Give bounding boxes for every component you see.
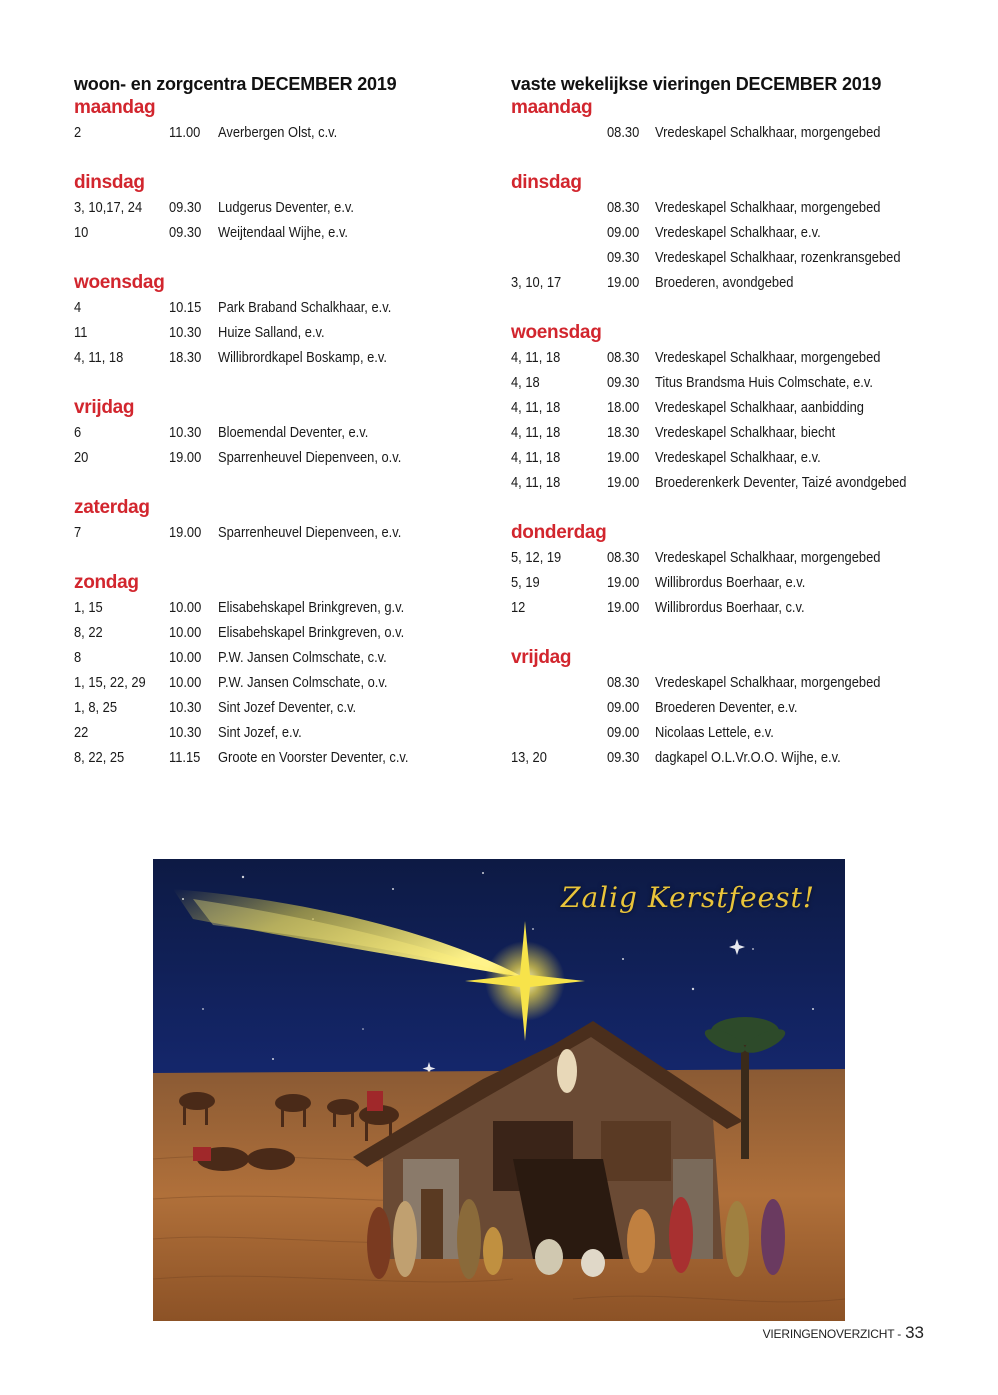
service-time-text: 08.30 <box>607 124 640 141</box>
service-dates <box>74 220 169 245</box>
service-time <box>607 570 655 595</box>
service-dates <box>74 745 169 770</box>
schedule-row <box>511 445 951 470</box>
service-dates-text: 1, 15, 22, 29 <box>74 674 146 691</box>
service-dates-text: 22 <box>74 724 89 741</box>
schedule-row <box>511 720 951 745</box>
service-dates-text: 10 <box>74 224 89 241</box>
service-time <box>607 545 655 570</box>
schedule-row <box>511 395 951 420</box>
service-dates <box>74 645 169 670</box>
service-time <box>169 670 218 695</box>
service-dates <box>74 620 169 645</box>
day-heading: maandag <box>74 97 156 118</box>
service-location <box>218 120 474 145</box>
service-location-text: Vredeskapel Schalkhaar, morgengebed <box>655 549 881 566</box>
service-time-text: 19.00 <box>607 599 640 616</box>
service-location <box>655 545 951 570</box>
service-dates-text: 4, 11, 18 <box>74 349 124 366</box>
service-location-text: Vredeskapel Schalkhaar, rozenkransgebed <box>655 249 901 266</box>
service-time-text: 19.00 <box>607 274 640 291</box>
service-time-text: 08.30 <box>607 549 640 566</box>
service-dates <box>511 745 607 770</box>
service-time <box>169 220 218 245</box>
service-location-text: Vredeskapel Schalkhaar, biecht <box>655 424 836 441</box>
service-location <box>655 395 951 420</box>
schedule-row <box>511 695 951 720</box>
service-location <box>218 695 474 720</box>
service-time <box>607 670 655 695</box>
service-dates <box>74 595 169 620</box>
service-location <box>655 670 951 695</box>
service-dates <box>511 420 607 445</box>
section-name: VIERINGENOVERZICHT - <box>762 1327 902 1341</box>
service-location-text: Willibrordus Boerhaar, e.v. <box>655 574 806 591</box>
service-time-text: 09.00 <box>607 699 640 716</box>
service-time-text: 09.30 <box>169 199 202 216</box>
service-location-text: Sparrenheuvel Diepenveen, o.v. <box>218 449 402 466</box>
service-time-text: 10.30 <box>169 324 202 341</box>
service-dates <box>511 195 607 220</box>
day-heading: woensdag <box>511 322 602 343</box>
schedule-row <box>74 220 474 245</box>
service-dates <box>511 395 607 420</box>
service-location-text: Vredeskapel Schalkhaar, morgengebed <box>655 199 881 216</box>
service-dates <box>74 295 169 320</box>
service-location-text: Bloemendal Deventer, e.v. <box>218 424 369 441</box>
service-location <box>655 345 951 370</box>
service-dates <box>511 445 607 470</box>
service-dates <box>511 695 607 720</box>
service-dates-text: 4, 11, 18 <box>511 424 561 441</box>
service-time-text: 08.30 <box>607 349 640 366</box>
page-footer <box>763 1323 924 1343</box>
service-time-text: 18.30 <box>169 349 202 366</box>
service-time <box>607 120 655 145</box>
schedule-row <box>511 120 951 145</box>
service-location-text: dagkapel O.L.Vr.O.O. Wijhe, e.v. <box>655 749 841 766</box>
service-dates-text: 6 <box>74 424 82 441</box>
service-dates <box>511 570 607 595</box>
service-time <box>169 695 218 720</box>
service-dates-text: 8, 22 <box>74 624 103 641</box>
service-dates <box>74 195 169 220</box>
service-time <box>607 245 655 270</box>
schedule-row <box>511 195 951 220</box>
service-dates <box>74 120 169 145</box>
service-time <box>169 120 218 145</box>
service-time <box>607 720 655 745</box>
service-time-text: 10.00 <box>169 624 202 641</box>
service-time <box>607 395 655 420</box>
schedule-row <box>511 220 951 245</box>
service-time-text: 10.00 <box>169 674 202 691</box>
service-dates-text: 5, 19 <box>511 574 540 591</box>
service-time-text: 11.15 <box>169 749 201 766</box>
left-column-title: woon- en zorgcentra DECEMBER 2019 <box>74 74 397 94</box>
service-dates <box>74 445 169 470</box>
service-location <box>655 570 951 595</box>
service-location <box>655 120 951 145</box>
service-dates-text: 8 <box>74 649 82 666</box>
service-dates <box>511 270 607 295</box>
page-number: 33 <box>905 1323 924 1342</box>
service-time-text: 09.30 <box>169 224 202 241</box>
service-location-text: Vredeskapel Schalkhaar, aanbidding <box>655 399 864 416</box>
day-heading: maandag <box>511 97 593 118</box>
service-location-text: Sparrenheuvel Diepenveen, e.v. <box>218 524 402 541</box>
schedule-row <box>74 745 474 770</box>
service-location-text: Broederen, avondgebed <box>655 274 794 291</box>
schedule-row <box>511 345 951 370</box>
right-column-title: vaste wekelijkse vieringen DECEMBER 2019 <box>511 74 882 94</box>
service-location-text: Vredeskapel Schalkhaar, e.v. <box>655 449 821 466</box>
schedule-row <box>511 595 951 620</box>
service-location-text: Sint Jozef, e.v. <box>218 724 302 741</box>
service-location-text: Broederen Deventer, e.v. <box>655 699 798 716</box>
service-time <box>607 745 655 770</box>
schedule-row <box>511 470 951 495</box>
service-dates-text: 12 <box>511 599 526 616</box>
schedule-row <box>74 595 474 620</box>
service-time <box>607 220 655 245</box>
schedule-row <box>511 545 951 570</box>
service-location-text: Park Braband Schalkhaar, e.v. <box>218 299 392 316</box>
service-location <box>218 620 474 645</box>
schedule-row <box>511 670 951 695</box>
schedule-row <box>74 320 474 345</box>
service-time <box>607 420 655 445</box>
service-dates-text: 4, 11, 18 <box>511 474 561 491</box>
schedule-row <box>74 345 474 370</box>
schedule-row <box>511 570 951 595</box>
service-location-text: Nicolaas Lettele, e.v. <box>655 724 774 741</box>
service-dates-text: 11 <box>74 324 88 341</box>
service-dates-text: 3, 10,17, 24 <box>74 199 143 216</box>
service-location <box>655 445 951 470</box>
service-location <box>655 370 951 395</box>
service-dates-text: 7 <box>74 524 82 541</box>
service-time-text: 09.30 <box>607 374 640 391</box>
service-dates <box>74 695 169 720</box>
service-time-text: 18.30 <box>607 424 640 441</box>
service-time-text: 19.00 <box>169 449 202 466</box>
service-dates <box>511 220 607 245</box>
service-dates <box>74 420 169 445</box>
service-dates-text: 4, 11, 18 <box>511 349 561 366</box>
service-location-text: Elisabehskapel Brinkgreven, g.v. <box>218 599 405 616</box>
service-time-text: 08.30 <box>607 674 640 691</box>
service-time <box>607 195 655 220</box>
service-time <box>607 345 655 370</box>
service-dates-text: 4 <box>74 299 82 316</box>
schedule-row <box>74 620 474 645</box>
service-time <box>169 520 218 545</box>
service-location-text: Huize Salland, e.v. <box>218 324 325 341</box>
day-heading: vrijdag <box>511 647 572 668</box>
service-time-text: 09.00 <box>607 724 640 741</box>
schedule-row <box>74 295 474 320</box>
service-time <box>169 195 218 220</box>
service-time <box>607 445 655 470</box>
schedule-row <box>511 370 951 395</box>
service-dates-text: 1, 15 <box>74 599 103 616</box>
schedule-row <box>74 420 474 445</box>
service-location-text: Vredeskapel Schalkhaar, morgengebed <box>655 124 881 141</box>
nativity-illustration <box>153 859 845 1321</box>
service-location <box>655 245 951 270</box>
service-time <box>169 445 218 470</box>
service-dates <box>511 245 607 270</box>
service-time <box>169 720 218 745</box>
service-location <box>655 745 951 770</box>
service-time-text: 11.00 <box>169 124 201 141</box>
left-schedule-column <box>74 72 474 770</box>
service-time-text: 09.00 <box>607 224 640 241</box>
service-location <box>655 420 951 445</box>
service-location <box>218 720 474 745</box>
service-time-text: 09.30 <box>607 249 640 266</box>
day-heading: dinsdag <box>511 172 582 193</box>
service-location <box>218 320 474 345</box>
service-dates <box>511 720 607 745</box>
service-location <box>218 420 474 445</box>
service-location <box>218 220 474 245</box>
day-heading: zondag <box>74 572 139 593</box>
service-dates-text: 8, 22, 25 <box>74 749 125 766</box>
service-location-text: Willibrordkapel Boskamp, e.v. <box>218 349 387 366</box>
service-location <box>218 670 474 695</box>
service-time <box>169 745 218 770</box>
service-dates <box>511 120 607 145</box>
service-location <box>655 720 951 745</box>
service-dates <box>74 320 169 345</box>
service-time <box>169 295 218 320</box>
schedule-row <box>511 745 951 770</box>
service-location <box>655 220 951 245</box>
service-dates-text: 4, 11, 18 <box>511 449 561 466</box>
service-location-text: Willibrordus Boerhaar, c.v. <box>655 599 805 616</box>
service-location <box>218 195 474 220</box>
service-time <box>169 595 218 620</box>
service-dates <box>74 720 169 745</box>
service-time-text: 19.00 <box>607 449 640 466</box>
schedule-row <box>511 420 951 445</box>
service-time <box>607 370 655 395</box>
service-time <box>169 320 218 345</box>
service-time-text: 10.30 <box>169 724 202 741</box>
service-dates <box>74 520 169 545</box>
service-location-text: P.W. Jansen Colmschate, c.v. <box>218 649 387 666</box>
service-time-text: 10.00 <box>169 599 202 616</box>
service-time-text: 18.00 <box>607 399 640 416</box>
service-location <box>655 195 951 220</box>
service-location-text: Titus Brandsma Huis Colmschate, e.v. <box>655 374 873 391</box>
day-heading: woensdag <box>74 272 165 293</box>
schedule-row <box>74 645 474 670</box>
service-location <box>218 345 474 370</box>
service-dates <box>511 595 607 620</box>
service-dates <box>511 470 607 495</box>
service-time-text: 10.30 <box>169 699 202 716</box>
service-dates-text: 13, 20 <box>511 749 547 766</box>
schedule-row <box>74 695 474 720</box>
schedule-row <box>74 120 474 145</box>
service-dates <box>511 370 607 395</box>
service-dates <box>511 670 607 695</box>
service-time-text: 08.30 <box>607 199 640 216</box>
service-location <box>218 595 474 620</box>
service-time-text: 10.30 <box>169 424 202 441</box>
day-heading: dinsdag <box>74 172 145 193</box>
service-time <box>607 695 655 720</box>
service-time <box>607 595 655 620</box>
service-time <box>169 420 218 445</box>
service-location-text: Vredeskapel Schalkhaar, e.v. <box>655 224 821 241</box>
service-location-text: Broederenkerk Deventer, Taizé avondgebed <box>655 474 907 491</box>
service-location-text: Sint Jozef Deventer, c.v. <box>218 699 357 716</box>
service-time-text: 19.00 <box>607 574 640 591</box>
service-location <box>655 595 951 620</box>
service-dates <box>511 345 607 370</box>
schedule-row <box>74 520 474 545</box>
schedule-row <box>74 720 474 745</box>
service-location-text: Ludgerus Deventer, e.v. <box>218 199 355 216</box>
service-dates-text: 2 <box>74 124 82 141</box>
day-heading: donderdag <box>511 522 607 543</box>
service-location <box>218 445 474 470</box>
service-location <box>655 470 951 495</box>
day-heading: zaterdag <box>74 497 150 518</box>
service-location-text: Vredeskapel Schalkhaar, morgengebed <box>655 349 881 366</box>
service-location-text: Vredeskapel Schalkhaar, morgengebed <box>655 674 881 691</box>
service-time <box>169 345 218 370</box>
service-location <box>218 520 474 545</box>
service-time-text: 10.15 <box>169 299 202 316</box>
service-dates <box>511 545 607 570</box>
service-dates-text: 4, 11, 18 <box>511 399 561 416</box>
service-dates-text: 3, 10, 17 <box>511 274 562 291</box>
service-dates-text: 1, 8, 25 <box>74 699 118 716</box>
star-of-bethlehem-icon <box>465 921 585 1041</box>
service-location-text: Groote en Voorster Deventer, c.v. <box>218 749 409 766</box>
service-dates-text: 4, 18 <box>511 374 540 391</box>
service-time-text: 19.00 <box>169 524 202 541</box>
schedule-row <box>511 245 951 270</box>
service-location-text: Averbergen Olst, c.v. <box>218 124 338 141</box>
service-location <box>655 695 951 720</box>
schedule-row <box>74 195 474 220</box>
service-time <box>607 270 655 295</box>
service-location <box>218 295 474 320</box>
schedule-row <box>511 270 951 295</box>
service-dates-text: 20 <box>74 449 89 466</box>
service-location <box>655 270 951 295</box>
service-time <box>169 620 218 645</box>
service-time-text: 10.00 <box>169 649 202 666</box>
schedule-row <box>74 670 474 695</box>
service-time-text: 09.30 <box>607 749 640 766</box>
service-time-text: 19.00 <box>607 474 640 491</box>
service-dates-text: 5, 12, 19 <box>511 549 562 566</box>
service-location-text: Weijtendaal Wijhe, e.v. <box>218 224 349 241</box>
service-location <box>218 645 474 670</box>
right-schedule-column <box>511 72 951 770</box>
day-heading: vrijdag <box>74 397 135 418</box>
service-location-text: P.W. Jansen Colmschate, o.v. <box>218 674 388 691</box>
service-time <box>607 470 655 495</box>
service-location-text: Elisabehskapel Brinkgreven, o.v. <box>218 624 405 641</box>
nativity-scene-image <box>153 859 845 1321</box>
service-dates <box>74 670 169 695</box>
service-location <box>218 745 474 770</box>
service-time <box>169 645 218 670</box>
schedule-row <box>74 445 474 470</box>
service-dates <box>74 345 169 370</box>
greeting-text: Zalig Kerstfeest! <box>561 881 816 914</box>
